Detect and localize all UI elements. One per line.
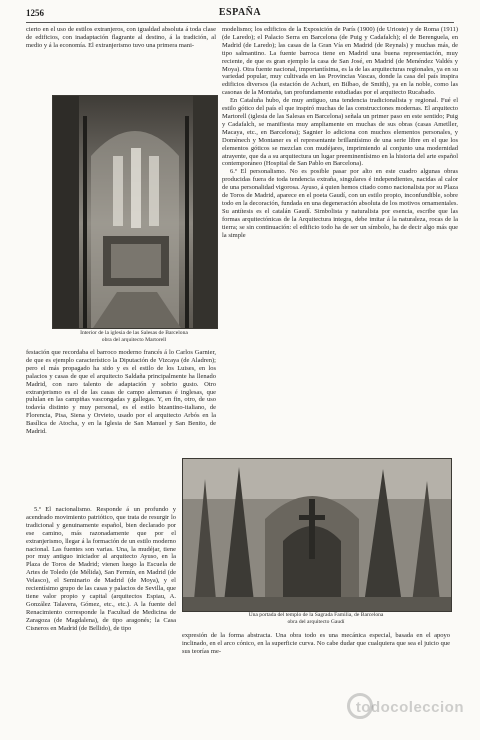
paragraph: 5.º El nacionalismo. Responde á un profundo y acendrado movimiento patriótico, que trata de resurgir lo tradicional y genuinamente español, bien declarado por ese camino, más razonadamente que por el extranjerismo, llegar á la formación de un estilo moderno nacional. Las fuentes son varias. Una, la mudéjar, tiene por muy antiguo iniciador al arquitecto Ayuso, en la Plaza de Toros de Madrid; vienen luego la Escuela de Artes de Toledo (de Mélida), San Fermín, en Madrid (de Velasco), el Seminario de Madrid (de Moya), y el recientísimo grupo de las casas y palacios de Sevilla, que tiene valor propio y capital (arquitectos Espiau, A. González Talavera, Gómez, etc., etc.). A la fuente del Renacimiento corresponde la Facultad de Medicina de Zaragoza (de Magdalena), de tipo aragonés; la Casa Cisneros en Madrid (de Bellido), de tipo — [26, 506, 176, 632]
caption-line: obra del arquitecto Martorell — [101, 336, 167, 343]
figure-caption-interior — [52, 330, 216, 343]
figure-caption-sagrada — [182, 612, 450, 625]
right-column-bottom-text — [182, 632, 450, 664]
watermark: todocoleccion — [355, 699, 464, 716]
paragraph: En Cataluña hubo, de muy antiguo, una tendencia tradicionalista y regional. Fué el estilo gótico del país el que inspiró muchas de las construcciones modernas. El arquitecto Martorell (iglesia de las Salesas en Barcelona) señala un primer paso en este sentido; Puig y Cadafalch, se manifiesta muy ampliamente en muchas de sus obras (casas Ametller, Macaya, etc., en Barcelona); Sagnier lo adiciona con muchos elementos personales, y Domènech y Montaner es el representante brillantísimo de una serie libre en el que los elementos góticos se mezclan con mudéjares, imprimiendo al conjunto una modernidad atrayente, que da a su arquitectura un lugar preeminentísimo en la historia del arte español contemporáneo (Hospital de San Pablo en Barcelona). — [222, 97, 458, 168]
paragraph: 6.º El personalismo. No es posible pasar por alto en este cuadro algunas obras producidas fuera de toda tendencia extraña, singulares é independientes, nacidas al calor de una personalidad vigorosa. Ayuso, á quien hemos citado como nacionalista por su Plaza de Toros de Madrid, aparece en el poeta Gaudí, con un estilo propio, inconfundible, sobre todo en la decoración, fundada en una degeneración absoluta de los motivos ornamentales. Su antítesis es el catalán Gaudí. Simbolista y naturalista por esencia, escribe que las formas arquitectónicas de la Arquitectura integra, debe imitar á la naturaleza, rocas de la tierra; se sin continuación: el edificio todo ha de ser un símbolo, ha de decir algo más que la simple — [222, 168, 458, 239]
paragraph: expresión de la forma abstracta. Una obra todo es una mecánica especial, basada en el apoyo inclinado, en el arco cónico, en la superficie curva. No cabe dudar que cualquiera que sea el juicio que sus teorías me- — [182, 632, 450, 655]
right-column-text — [222, 26, 458, 506]
paragraph: festación que recordaba el barroco moderno francés á lo Carlos Garnier, de que es ejemplo característico la Diputación de Vizcaya (de Aladren); pero el más propagado ha sido y es el estilo de los Luises, en los palacios y casas de que el arquitecto Saldaña principalmente ha llenado Madrid, con raro talento de adaptación y sobrio gusto. Otro extranjerismo es el de las casas de campo alemanas é inglesas, que pululan en las campiñas vascongadas y gallegas. Y, en fin, otro, de uso todavía distinto y muy personal, es el estilo bizantino-italiano, de Florencia, Pisa, Siena y Orvieto, usado por el arquitecto Arbós en la Basílica de Atocha, y en la Iglesia de San Manuel y San Benito, de Madrid. — [26, 349, 216, 436]
sagrada-familia-illustration — [183, 459, 451, 611]
left-column-lower-text — [26, 506, 176, 716]
sagrada-familia-photo — [182, 458, 452, 612]
paragraph: modelismo; los edificios de la Exposición de París (1900) (de Urioste) y de Roma (1911) (de Laredo); el Palacio Serra en Barcelona (de Puig y Cadafalch); el de Berenguela, en Madrid (de Laredo); las casas de la Gran Vía en Madrid (de Reynals) y muchas más, de tipo salmantino. La fuente barroca tiene en Madrid una buena representación, muy reciente, de que es gran ejemplo la casa de San José, en Madrid (de Menéndez Valdés y Moya). Otra fuente nacional, importantísima, es la de las arquitecturas regionales, ya en su variedad popular, muy cultivada en las Provincias Vascas, donde la casa del país inspira edificios diversos (la estación de Achuri, en Bilbao, de Smith), ya en la noble, como las casonas de la Montaña, tan profundamente estudiadas por el arquitecto Rucabado. — [222, 26, 458, 97]
page-number: 1256 — [26, 8, 44, 18]
caption-line: obra del arquitecto Gaudí — [287, 618, 345, 625]
caption-line: Interior de la iglesia de las Salesas de Barcelona — [80, 330, 188, 336]
page-header — [26, 8, 454, 23]
running-head: ESPAÑA — [218, 7, 262, 18]
paragraph: cierto en el uso de estilos extranjeros, con igualdad absoluta á toda clase de edificios, con inadaptación flagrante al destino, á la tradición, al medio y á la economía. El extranjerismo tuvo una primera mani- — [26, 26, 216, 49]
left-column-top-text — [26, 26, 216, 92]
caption-line: Una portada del templo de la Sagrada Familia, de Barcelona — [248, 612, 384, 618]
church-interior-illustration — [53, 96, 217, 328]
church-interior-photo — [52, 95, 218, 329]
